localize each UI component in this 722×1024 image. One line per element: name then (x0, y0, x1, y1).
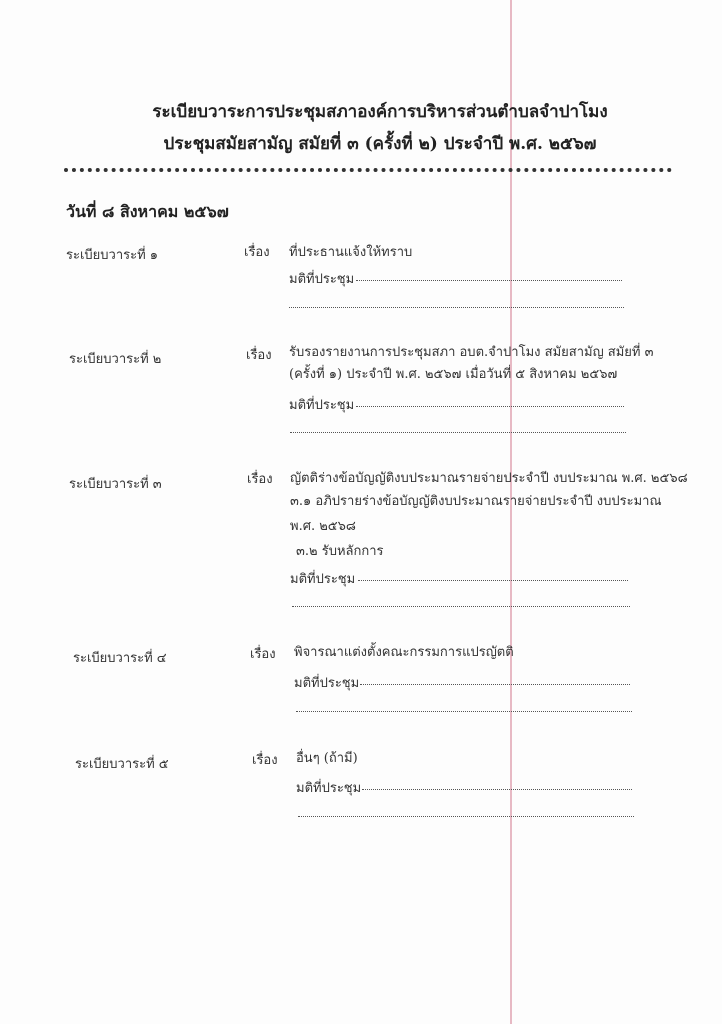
agenda-5-resolution-label: มติที่ประชุม (296, 781, 362, 796)
agenda-1-subject: ที่ประธานแจ้งให้ทราบ (289, 245, 413, 260)
agenda-2-subject-label: เรื่อง (246, 348, 272, 363)
agenda-3-resolution-line (358, 580, 628, 581)
agenda-5-blank-line (298, 816, 634, 817)
agenda-3-subject-line-1: ญัตติร่างข้อบัญญัติงบประมาณรายจ่ายประจำปี งบประมาณ พ.ศ. ๒๕๖๘ (290, 471, 688, 486)
dotted-divider (64, 168, 672, 172)
agenda-1-resolution-label: มติที่ประชุม (289, 272, 355, 287)
agenda-3-blank-line (292, 606, 630, 607)
agenda-1-label: ระเบียบวาระที่ ๑ (66, 248, 159, 263)
agenda-1-subject-label: เรื่อง (244, 245, 270, 260)
agenda-2-blank-line (290, 432, 626, 433)
document-subtitle: ประชุมสมัยสามัญ สมัยที่ ๓ (ครั้งที่ ๒) ประจำปี พ.ศ. ๒๕๖๗ (163, 134, 597, 154)
agenda-1-resolution-line (356, 280, 622, 281)
agenda-3-subject-line-2: ๓.๑ อภิปรายร่างข้อบัญญัติงบประมาณรายจ่ายประจำปี งบประมาณ (290, 494, 662, 509)
document-title: ระเบียบวาระการประชุมสภาองค์การบริหารส่วนตำบลจำปาโมง (152, 102, 608, 122)
agenda-2-label: ระเบียบวาระที่ ๒ (69, 352, 162, 367)
agenda-4-label: ระเบียบวาระที่ ๔ (73, 651, 167, 666)
agenda-3-subject-label: เรื่อง (247, 472, 273, 487)
agenda-3-subject-line-4: ๓.๒ รับหลักการ (296, 544, 384, 559)
agenda-3-resolution-label: มติที่ประชุม (290, 572, 356, 587)
agenda-2-subject-line-2: (ครั้งที่ ๑) ประจำปี พ.ศ. ๒๕๖๗ เมื่อวันที่ ๕ สิงหาคม ๒๕๖๗ (289, 367, 618, 382)
agenda-5-subject-label: เรื่อง (252, 753, 278, 768)
agenda-1-blank-line (289, 307, 624, 308)
agenda-5-label: ระเบียบวาระที่ ๕ (75, 757, 169, 772)
agenda-4-resolution-line (360, 684, 630, 685)
agenda-4-blank-line (296, 711, 632, 712)
agenda-2-subject-line-1: รับรองรายงานการประชุมสภา อบต.จำปาโมง สมัยสามัญ สมัยที่ ๓ (289, 345, 654, 360)
agenda-4-subject-label: เรื่อง (250, 647, 276, 662)
agenda-4-subject: พิจารณาแต่งตั้งคณะกรรมการแปรญัตติ (294, 645, 514, 660)
agenda-5-resolution-line (362, 789, 632, 790)
agenda-5-subject: อื่นๆ (ถ้ามี) (296, 751, 358, 766)
agenda-3-subject-line-3: พ.ศ. ๒๕๖๘ (290, 519, 356, 534)
meeting-date: วันที่ ๘ สิงหาคม ๒๕๖๗ (66, 202, 229, 221)
agenda-4-resolution-label: มติที่ประชุม (294, 676, 360, 691)
agenda-2-resolution-label: มติที่ประชุม (289, 398, 355, 413)
agenda-3-label: ระเบียบวาระที่ ๓ (69, 477, 162, 492)
agenda-2-resolution-line (356, 406, 624, 407)
